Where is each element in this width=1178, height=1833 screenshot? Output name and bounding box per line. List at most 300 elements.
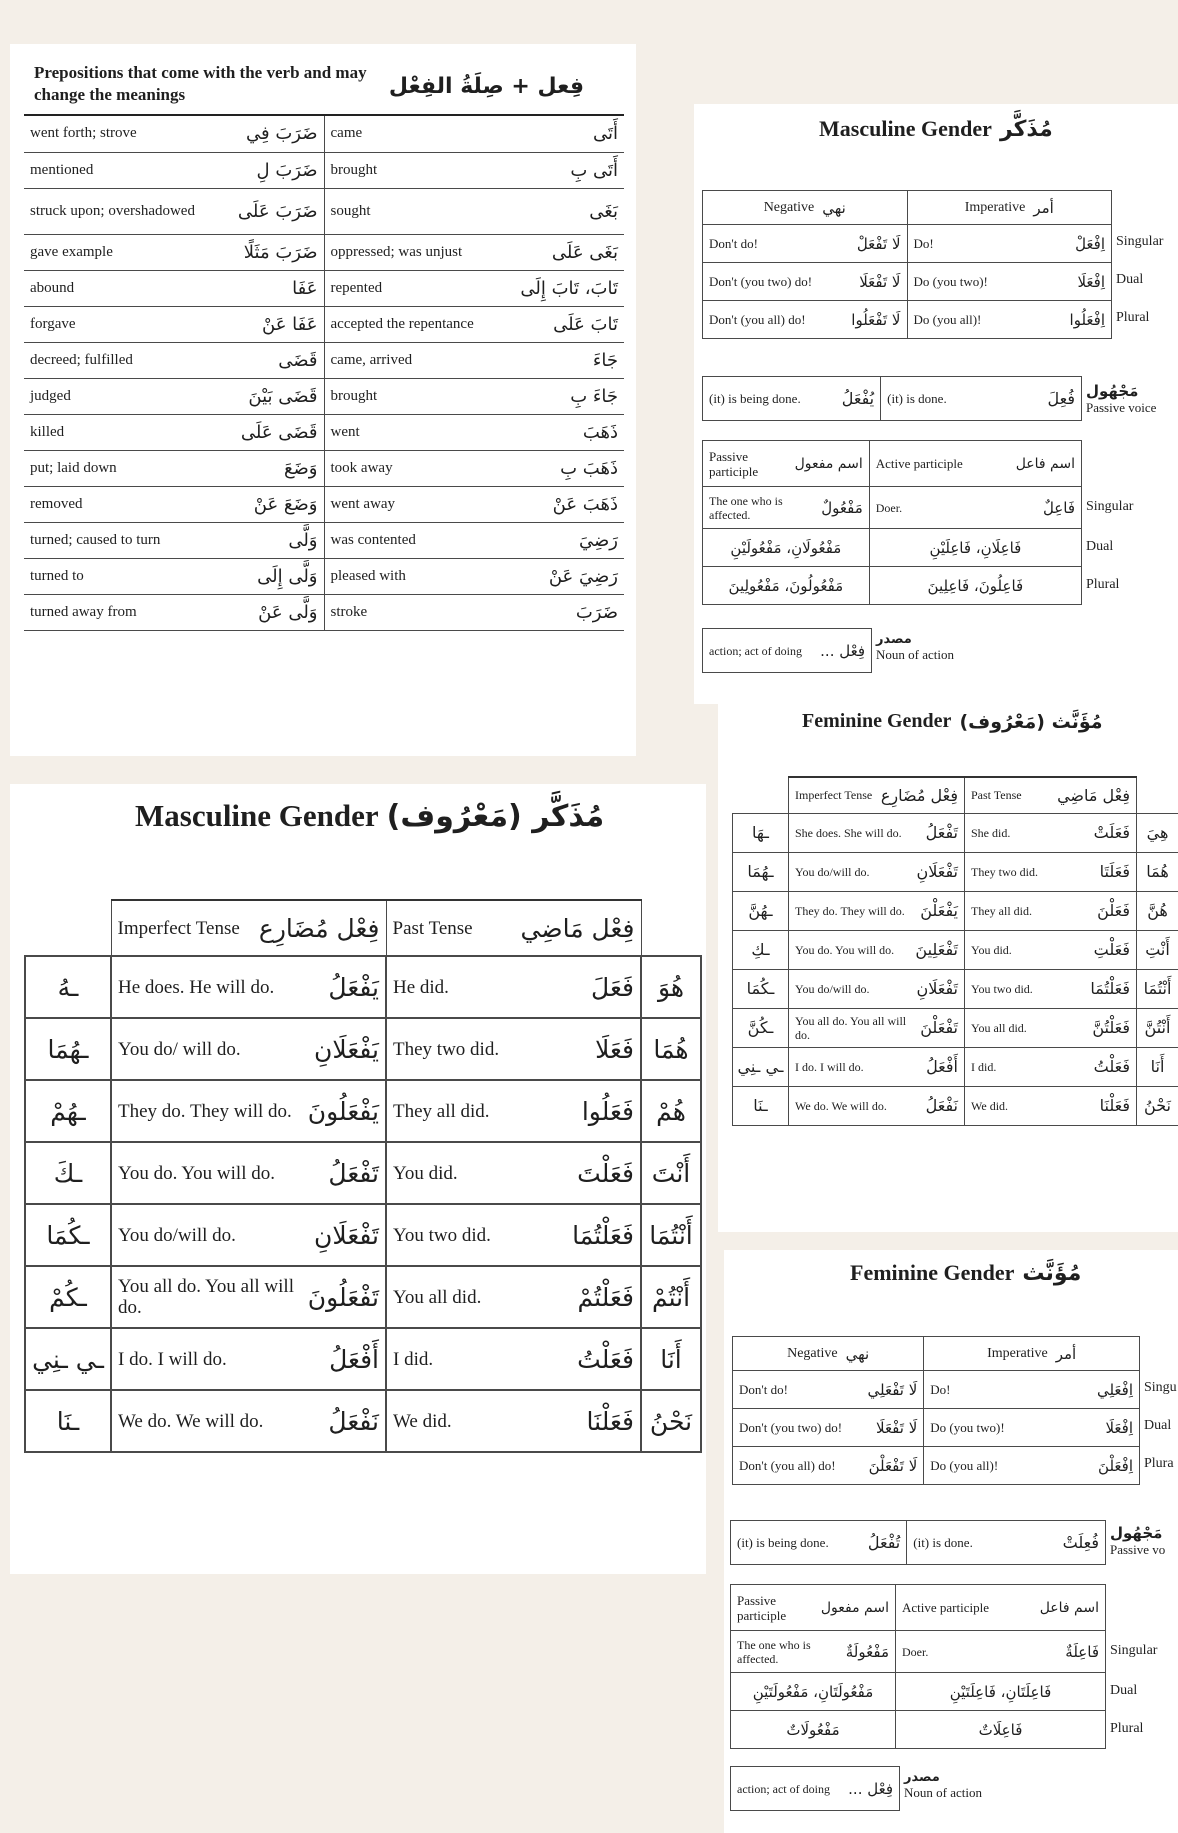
fem_small-passive-past-cell [907, 1521, 1106, 1565]
pronoun-text: نَحْنُ [649, 1406, 693, 1436]
fem_conj-imperfect-ar: أَفْعَلُ [926, 1057, 958, 1076]
fem_conj-imperfect-en: You all do. You all will do. [795, 1013, 907, 1042]
passive-participle-head-en: Passive participle [737, 1592, 787, 1623]
active-participle-ar: فَاعِلَتَانِ، فَاعِلَتَيْنِ [949, 1682, 1052, 1701]
fem_small-passive-participle-cell [731, 1711, 896, 1749]
passive-present-cell [737, 1533, 900, 1552]
pronoun-text: هُنَّ [1147, 901, 1168, 920]
prep-right-cell [324, 594, 624, 630]
passive-participle-head-cell [737, 1593, 889, 1623]
prep-right-cell [331, 458, 619, 479]
fem_conj-past-ar: فَعَلْنَ [1097, 901, 1130, 920]
masc_big-imperfect-cell [118, 1345, 379, 1374]
fem_conj-suffix-cell [733, 930, 789, 969]
suffix-text: ـنَا [56, 1406, 80, 1436]
fem_conj-past-head-en: Past Tense [971, 788, 1022, 803]
imperative-en: Do! [913, 236, 934, 251]
masc_big-imperfect-en: They do. They will do. [118, 1100, 292, 1122]
prep-left-ar: عَفَا [292, 277, 318, 299]
fem_conj-pronoun-cell [1137, 1086, 1178, 1125]
fem_conj-header-imperfect [789, 777, 965, 813]
imperative-head [930, 1345, 1133, 1363]
fem-masdar-table [730, 1766, 900, 1811]
masc_big-pronoun-cell [641, 1142, 701, 1204]
prep-right-cell [331, 494, 619, 515]
passive-participle-ar: مَفْعُولٌ [821, 498, 863, 517]
prep-right-en: stroke [330, 603, 368, 620]
active-participle-ar: فَاعِلَانِ، فَاعِلَيْنِ [929, 538, 1022, 557]
fem_conj-past-cell [965, 930, 1137, 969]
prep-left-cell [24, 188, 324, 234]
fem-passive-label-ar: مَجْهُول [1110, 1524, 1163, 1542]
prepositions-row [24, 378, 624, 414]
fem_conj-past-en: I did. [971, 1059, 997, 1074]
prep-left-ar: ضَرَبَ عَلَى [237, 200, 318, 222]
masc_big-imperfect-en: You do/ will do. [118, 1038, 241, 1060]
prep-right-en: went away [330, 495, 396, 512]
fem_conj-imperfect-ar: تَفْعَلَانِ [916, 979, 958, 998]
fem_conj-past-cell [971, 1096, 1130, 1115]
fem_conj-past-cell [965, 1008, 1137, 1047]
fem-small-title [850, 1260, 1081, 1286]
prep-right-ar: بَغَى [589, 200, 618, 222]
pronoun-text: أَنَا [660, 1344, 682, 1374]
passive-past-en: (it) is done. [887, 391, 947, 406]
fem_conj-imperfect-cell [789, 852, 965, 891]
number-label: Singu [1144, 1380, 1177, 1395]
masc_big-imperfect-en: You do/will do. [118, 1224, 236, 1246]
suffix-text: ـي ـنِي [32, 1344, 104, 1374]
fem_small-imperative-cell [924, 1447, 1140, 1485]
masc_big-imperfect-cell [111, 1204, 386, 1266]
negative-cell [739, 1457, 917, 1475]
fem-imperative-table [732, 1336, 1140, 1485]
fem_conj-past-head-cell [971, 786, 1130, 805]
masc_small-passive-row [703, 377, 1082, 421]
fem-small-title-ar: مُؤَنَّث [1022, 1260, 1082, 1286]
imperative-cell [914, 273, 1106, 291]
fem_conj-suffix-cell [733, 891, 789, 930]
masc_big-row [25, 1080, 701, 1142]
masc_small-active-participle-cell [869, 529, 1081, 567]
fem_small-active-participle-cell [896, 1631, 1106, 1673]
fem_conj-row [733, 1086, 1178, 1125]
masc_small-negative-head-cell [703, 191, 908, 225]
masc_big-past-cell [386, 1204, 641, 1266]
prep-left-ar: ضَرَبَ فِي [246, 123, 318, 145]
fem_conj-imperfect-ar: نَفْعَلُ [925, 1096, 958, 1115]
number-label: Singular [1110, 1643, 1158, 1658]
fem_conj-pronoun-cell [1137, 930, 1178, 969]
prep-right-ar: بَغَى عَلَى [551, 241, 618, 263]
masc_big-imperfect-head-cell [118, 914, 380, 943]
masc_big-past-head-en: Past Tense [392, 917, 473, 939]
fem-passive-table [730, 1520, 1106, 1565]
pronoun-text: هُمَا [1146, 862, 1169, 881]
fem_conj-row [733, 1047, 1178, 1086]
masc_small-passive-past-cell [881, 377, 1082, 421]
imperative-en: Do! [930, 1382, 951, 1397]
fem_small-passive-participle-cell [731, 1673, 896, 1711]
fem_conj-suffix-cell [733, 852, 789, 891]
prep-left-ar: قَضَى عَلَى [240, 421, 318, 443]
masc_small-active-participle-head-cell [869, 441, 1081, 487]
prep-left-en: gave example [30, 243, 113, 260]
prep-left-cell [30, 314, 318, 335]
fem_small-participle-header [731, 1585, 1106, 1631]
prep-right-en: oppressed; was unjust [330, 243, 463, 260]
fem_conj-past-cell [971, 862, 1130, 881]
masc_big-imperfect-en: He does. He will do. [118, 976, 275, 998]
passive-participle-head-ar: اسم مفعول [820, 1599, 889, 1616]
prep-left-cell [30, 278, 318, 299]
masc_big-imperfect-cell [111, 1080, 386, 1142]
prep-left-cell [24, 450, 324, 486]
prep-right-cell [324, 522, 624, 558]
masc_small-passive-participle-cell [703, 529, 870, 567]
fem_conj-pronoun-cell [1137, 852, 1178, 891]
fem_conj-imperfect-head-ar: فِعْل مُضَارِع [880, 785, 958, 805]
masc_big-past-ar: فَعَلَ [591, 972, 634, 1002]
prep-left-cell [24, 414, 324, 450]
prep-right-cell [324, 450, 624, 486]
masc_big-past-en: You two did. [393, 1224, 491, 1246]
prep-right-en: accepted the repentance [330, 315, 474, 332]
prep-right-ar: تَابَ عَلَى [553, 313, 618, 335]
masc_big-imperfect-cell [118, 1407, 379, 1436]
active-participle-cell [902, 1643, 1099, 1661]
fem_small-participle-row [731, 1711, 1106, 1749]
masc_small-imp-row [703, 301, 1112, 339]
passive-past-ar: فُعِلَ [1047, 389, 1075, 408]
fem_conj-past-ar: فَعَلَتَا [1099, 862, 1130, 881]
fem_small-participle-row [731, 1631, 1106, 1673]
prep-right-en: brought [330, 387, 378, 404]
prep-right-ar: رَضِيَ عَنْ [548, 565, 618, 587]
masc_big-row [25, 1266, 701, 1328]
suffix-text: ـهُمَا [47, 1034, 89, 1064]
suffix-text: ـهُ [57, 972, 79, 1002]
masc_big-row [25, 1390, 701, 1452]
passive-participle-en: The one who is affected. [709, 493, 783, 522]
masc_big-past-en: I did. [393, 1348, 434, 1370]
fem_conj-suffix-cell [733, 1086, 789, 1125]
masc_small-imp-row [703, 225, 1112, 263]
masc_big-imperfect-cell [118, 1097, 379, 1126]
fem_small-passive-present-cell [731, 1521, 907, 1565]
prep-right-en: was contented [330, 531, 416, 548]
fem_conj-imperfect-en: You do/will do. [795, 864, 870, 879]
fem_conj-past-cell [965, 813, 1137, 852]
prepositions-row [24, 594, 624, 630]
masc-masdar-label [876, 632, 954, 663]
fem-small-panel [724, 1250, 1178, 1833]
masc_big-imperfect-cell [118, 1159, 379, 1188]
prep-left-ar: قَضَى [278, 349, 318, 371]
prep-left-cell [30, 350, 318, 371]
imperative-ar: اِفْعَلْنَ [1098, 1456, 1133, 1475]
prep-right-cell [324, 306, 624, 342]
masc_big-imperfect-en: I do. I will do. [118, 1348, 227, 1370]
fem_conj-pronoun-cell [1137, 1008, 1178, 1047]
masc_big-past-ar: فَعَلُوا [581, 1096, 634, 1126]
masc-passive-label-en: Passive voice [1086, 400, 1157, 415]
passive-present-ar: يُفْعَلُ [841, 389, 875, 408]
prep-left-en: killed [30, 423, 65, 440]
prep-left-ar: ضَرَبَ لِ [256, 159, 318, 181]
masc_small-participle-row [703, 487, 1082, 529]
prep-right-cell [331, 278, 619, 299]
prep-left-ar: وَضَعَ [283, 457, 318, 479]
masc_big-imperfect-ar: يَفْعَلَانِ [314, 1034, 379, 1064]
fem_conj-imperfect-cell [795, 1096, 958, 1115]
imperative-head-ar: أمر [1033, 198, 1054, 217]
prep-left-cell [24, 116, 324, 152]
masc_big-imperfect-ar: نَفْعَلُ [328, 1406, 379, 1436]
masc-masdar-label-ar: مصدر [876, 632, 912, 647]
masc_small-imp-row [703, 263, 1112, 301]
imperative-head-en: Imperative [987, 1345, 1048, 1361]
masc_big-imperfect-ar: أَفْعَلُ [329, 1344, 379, 1374]
masc-small-title-ar: مُذَكَّر [999, 116, 1053, 142]
prep-right-cell [324, 188, 624, 234]
masc_big-past-cell [393, 1407, 634, 1436]
prep-left-ar: عَفَا عَنْ [262, 313, 318, 335]
fem_conj-imperfect-cell [795, 901, 958, 920]
passive-present-en: (it) is being done. [737, 1535, 829, 1550]
masc-big-title [135, 798, 604, 834]
masc-participle-wrap [702, 440, 1082, 605]
passive-participle-cell [737, 1638, 889, 1666]
masc_big-past-en: You did. [393, 1162, 458, 1184]
masc_big-pronoun-cell [641, 1204, 701, 1266]
masc_big-pronoun-cell [641, 1018, 701, 1080]
passive-participle-ar: مَفْعُولَاتٌ [786, 1720, 840, 1739]
masc_big-imperfect-cell [111, 1018, 386, 1080]
pronoun-text: هُوَ [657, 972, 685, 1002]
fem_conj-header-blank [733, 777, 789, 813]
passive-participle-ar: مَفْعُولَانِ، مَفْعُولَيْنِ [730, 538, 842, 557]
passive-past-ar: فُعِلَتْ [1062, 1533, 1099, 1552]
passive-participle-ar: مَفْعُولَتَانِ، مَفْعُولَتَيْنِ [752, 1682, 874, 1701]
negative-ar: لَا تَفْعَلَا [859, 272, 901, 291]
fem-imperative-wrap [732, 1336, 1140, 1485]
prep-right-en: repented [330, 279, 383, 296]
active-participle-head-ar: اسم فاعل [1015, 455, 1075, 472]
fem-participle-wrap [730, 1584, 1106, 1749]
active-participle-en: Doer. [875, 500, 903, 515]
fem_conj-past-ar: فَعَلْنَا [1099, 1096, 1130, 1115]
fem_small-active-participle-cell [896, 1673, 1106, 1711]
suffix-text: ـنَا [753, 1096, 768, 1115]
prep-left-en: abound [30, 279, 75, 296]
masc_big-imperfect-en: You do. You will do. [118, 1162, 275, 1184]
fem_conj-past-cell [971, 940, 1130, 959]
masc_big-suffix-cell [25, 1328, 111, 1390]
masc_big-suffix-cell [25, 1142, 111, 1204]
prep-left-en: put; laid down [30, 459, 117, 476]
fem_conj-suffix-cell [733, 1008, 789, 1047]
masc_big-past-cell [393, 1283, 634, 1312]
prep-left-cell [30, 123, 318, 144]
masc_big-imperfect-cell [111, 1328, 386, 1390]
masc_small-imperative-head-cell [907, 191, 1112, 225]
fem_small-negative-head-cell [733, 1337, 924, 1371]
fem-passive-label-en: Passive vo [1110, 1542, 1166, 1557]
suffix-text: ـكُمَا [46, 1220, 90, 1250]
fem_conj-imperfect-en: She does. She will do. [795, 825, 902, 840]
prep-left-en: forgave [30, 315, 76, 332]
masc_big-past-ar: فَعَلْتُ [577, 1344, 634, 1374]
masc_big-pronoun-cell [641, 1390, 701, 1452]
masc_small-passive-participle-cell [703, 487, 870, 529]
imperative-head [914, 199, 1106, 217]
active-participle-ar: فَاعِلَةٌ [1065, 1642, 1099, 1661]
number-label: Dual [1116, 272, 1144, 287]
fem-conj-table [732, 776, 1178, 1126]
active-participle-head-en: Active participle [902, 1600, 989, 1615]
imperative-ar: اِفْعَلْ [1075, 234, 1105, 253]
masc_small-active-participle-cell [869, 567, 1081, 605]
passive-past-cell [887, 389, 1075, 408]
prep-right-en: went [330, 423, 360, 440]
masc_big-imperfect-en: You all do. You all will do. [118, 1276, 294, 1318]
fem_conj-imperfect-ar: يَفْعَلْنَ [920, 901, 958, 920]
masc_big-suffix-cell [25, 1018, 111, 1080]
fem-masdar-wrap [730, 1766, 900, 1811]
masc-small-title [819, 116, 1053, 142]
prep-left-cell [30, 422, 318, 443]
fem_conj-header-blank-right [1137, 777, 1178, 813]
prep-right-cell [324, 378, 624, 414]
prep-left-ar: وَلَّى إِلَى [257, 565, 318, 587]
suffix-text: ـكُمَا [746, 979, 775, 998]
number-label: Plural [1116, 310, 1150, 325]
prep-right-cell [331, 386, 619, 407]
imperative-ar: اِفْعَلِي [1096, 1380, 1133, 1399]
fem_conj-past-ar: فَعَلَتْ [1093, 823, 1130, 842]
prep-right-cell [331, 350, 619, 371]
prepositions-row [24, 188, 624, 234]
prep-left-ar: وَلَّى عَنْ [258, 601, 318, 623]
prep-right-cell [331, 160, 619, 181]
prep-left-en: removed [30, 495, 83, 512]
fem_conj-suffix-cell [733, 813, 789, 852]
negative-ar: لَا تَفْعَلْ [856, 234, 901, 253]
fem_conj-past-en: They two did. [971, 864, 1038, 879]
negative-cell [709, 235, 901, 253]
fem_small-negative-cell [733, 1447, 924, 1485]
masc-participle-table [702, 440, 1082, 605]
fem_conj-past-ar: فَعَلْتُمَا [1090, 979, 1130, 998]
prep-left-cell [30, 386, 318, 407]
masc_small-passive-present-cell [703, 377, 881, 421]
fem_conj-row [733, 969, 1178, 1008]
masc-masdar-wrap [702, 628, 872, 673]
imperative-ar: اِفْعَلَا [1077, 272, 1105, 291]
prep-right-cell [324, 342, 624, 378]
masc_big-suffix-cell [25, 956, 111, 1018]
fem_small-imperative-cell [924, 1371, 1140, 1409]
fem-masdar-label-en: Noun of action [904, 1785, 982, 1800]
negative-head-ar: نهي [845, 1344, 870, 1363]
fem_conj-imperfect-en: You do/will do. [795, 981, 870, 996]
suffix-text: ـهُمَا [747, 862, 774, 881]
fem_small-active-participle-head-cell [896, 1585, 1106, 1631]
prep-left-cell [30, 566, 318, 587]
masc_small-active-participle-cell [869, 487, 1081, 529]
fem_conj-past-cell [965, 1086, 1137, 1125]
prepositions-title-en: Prepositions that come with the verb and may change the meanings [34, 63, 367, 104]
masc_big-row [25, 1018, 701, 1080]
negative-en: Don't do! [709, 236, 758, 251]
fem_conj-past-cell [971, 901, 1130, 920]
masc_big-past-head-ar: فِعْل مَاضِي [520, 913, 635, 943]
fem_conj-imperfect-cell [795, 823, 958, 842]
negative-ar: لَا تَفْعَلَا [876, 1418, 918, 1437]
fem_conj-row [733, 1008, 1178, 1047]
prep-left-cell [24, 378, 324, 414]
prep-right-cell [331, 314, 619, 335]
active-participle-ar: فَاعِلَاتٌ [978, 1720, 1023, 1739]
masc_big-past-cell [393, 1035, 634, 1064]
fem_conj-imperfect-ar: تَفْعَلِينَ [915, 940, 958, 959]
masc_big-header-blank-right [641, 900, 701, 956]
masc-big-table-wrap [24, 899, 700, 1453]
fem_conj-imperfect-en: You do. You will do. [795, 942, 895, 957]
masc_big-header-imperfect [111, 900, 386, 956]
prepositions-panel [10, 44, 636, 756]
prepositions-table-wrap [24, 114, 624, 631]
masc-big-title-en: Masculine Gender [135, 798, 379, 833]
prep-right-ar: تَابَ، تَابَ إِلَى [520, 277, 618, 299]
active-participle-head-cell [876, 456, 1075, 472]
imperative-ar: اِفْعَلَا [1105, 1418, 1133, 1437]
prepositions-title-ar: فِعل + صِلَةُ الفِعْل [388, 74, 584, 99]
negative-head [739, 1345, 917, 1363]
pronoun-text: هِيَ [1146, 823, 1169, 842]
fem_conj-suffix-cell [733, 1047, 789, 1086]
negative-cell [739, 1419, 917, 1437]
suffix-text: ـكِ [751, 940, 770, 959]
prep-left-en: turned to [30, 567, 84, 584]
prep-right-ar: جَاءَ [592, 349, 618, 371]
masc-masdar-en: action; act of doing [709, 643, 802, 658]
fem-small-title-en: Feminine Gender [850, 1260, 1015, 1285]
fem_conj-imperfect-cell [789, 1008, 965, 1047]
fem_conj-imperfect-cell [789, 1086, 965, 1125]
masc_big-past-en: He did. [393, 976, 449, 998]
masc_big-imperfect-ar: تَفْعَلَانِ [314, 1220, 379, 1250]
fem_small-imp-header [733, 1337, 1140, 1371]
masc_small-negative-cell [703, 225, 908, 263]
fem_conj-header-row [733, 777, 1178, 813]
passive-past-en: (it) is done. [913, 1535, 973, 1550]
masc_big-imperfect-cell [118, 973, 379, 1002]
negative-cell [709, 273, 901, 291]
fem_small-imperative-cell [924, 1409, 1140, 1447]
masc-imperative-table [702, 190, 1112, 339]
prep-right-ar: أَتَى [592, 123, 618, 145]
fem_small-negative-cell [733, 1409, 924, 1447]
prepositions-row [24, 558, 624, 594]
masc_big-past-cell [386, 1390, 641, 1452]
masc-masdar-label-en: Noun of action [876, 647, 954, 662]
imperative-en: Do (you all)! [913, 312, 982, 327]
prep-left-ar: وَضَعَ عَنْ [253, 493, 318, 515]
prep-left-en: judged [30, 387, 71, 404]
masc_big-row [25, 1204, 701, 1266]
